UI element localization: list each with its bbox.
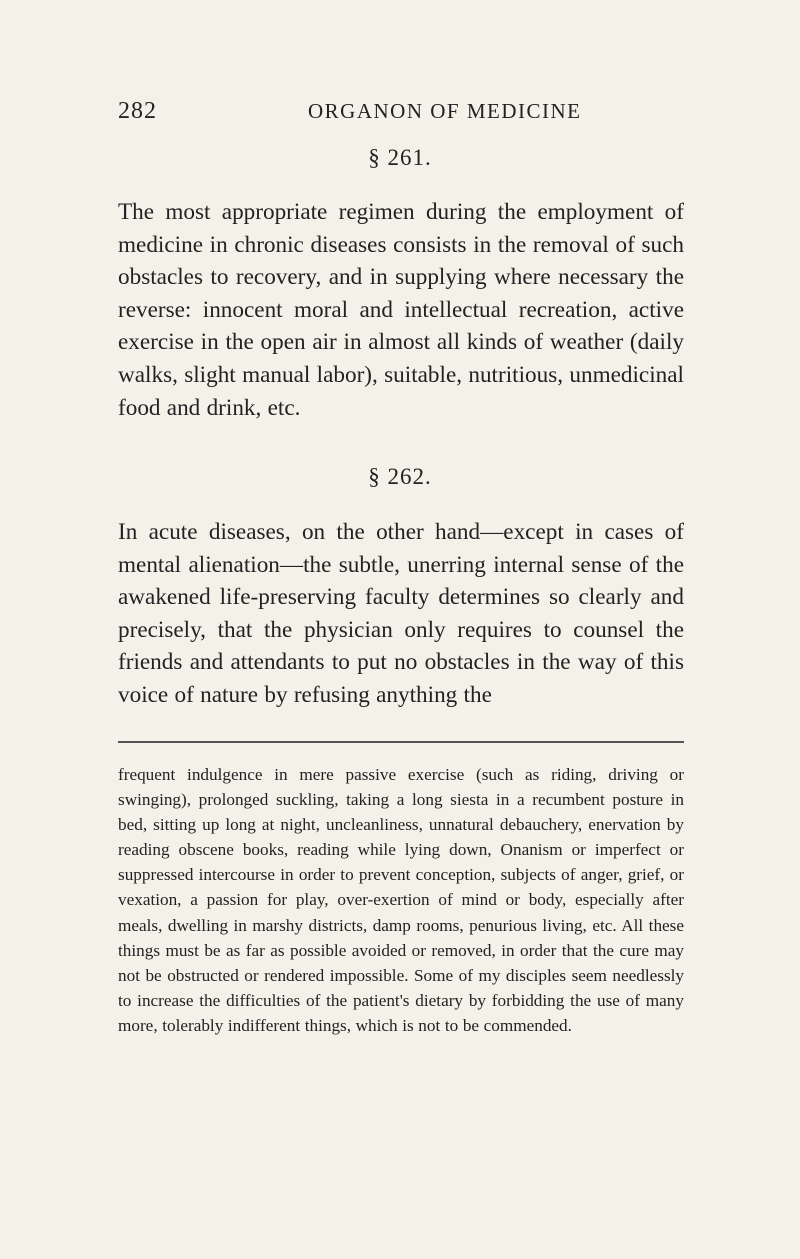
section-heading-261: § 261. [368, 145, 432, 170]
running-head [118, 98, 680, 128]
footnote-divider [118, 741, 684, 743]
footnote-text: frequent indulgence in mere passive exercise (such as riding, driving or swinging), prolonged suckling, taking a long siesta in a recumbent posture in bed, sitting up long at night, uncleanliness, unnatural debauchery, enervation by reading obscene books, reading while lying down, Onanism or imperfect or suppressed intercourse in order to prevent conception, subjects of anger, grief, or vexation, a passion for play, over-exertion of mind or body, especially after meals, dwelling in marshy districts, damp rooms, penurious living, etc. All these things must be as far as possible avoided or removed, in order that the cure may not be obstructed or rendered impossible. Some of my disciples seem needlessly to increase the difficulties of the patient's dietary by forbidding the use of many more, tolerably indifferent things, which is not to be commended. [118, 765, 684, 1035]
page-number: 282 [118, 98, 157, 124]
paragraph-262: In acute diseases, on the other hand—except in cases of mental alienation—the subtle, unerring internal sense of the awakened life-preserving faculty determines so clearly and precisely, that the physician only requires to counsel the friends and attendants to put no obstacles in the way of this voice of nature by refusing anything the [118, 519, 684, 708]
section-heading-262: § 262. [368, 464, 432, 489]
running-title: ORGANON OF MEDICINE [308, 99, 582, 123]
paragraph-261: The most appropriate regimen during the employment of medicine in chronic diseases consists in the removal of such obstacles to recovery, and in supplying where necessary the reverse: innocent moral and intellectual recreation, active exercise in the open air in almost all kinds of weather (daily walks, slight manual labor), suitable, nutritious, unmedicinal food and drink, etc. [118, 199, 684, 421]
